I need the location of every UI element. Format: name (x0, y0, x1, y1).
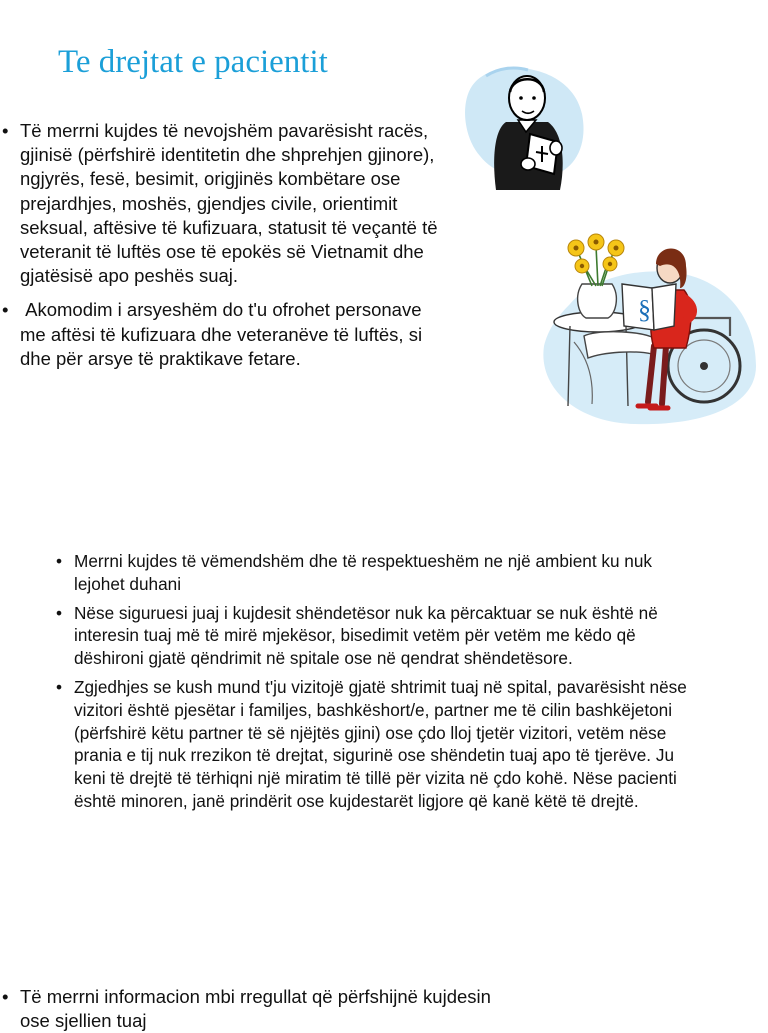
rights-list-1 (2, 119, 452, 371)
list-item (56, 602, 706, 670)
woman-in-wheelchair-reading-icon (534, 226, 760, 432)
list-item-text: Nëse siguruesi juaj i kujdesit shëndetësor nuk ka përcaktuar se nuk është në interesin tuaj më të mirë mjekësor, bisedimit vetëm për vetëm me këdo që dëshironi gjatë qëndrimit në spitale ose në qendrat shëndetësore. (74, 602, 658, 669)
list-item (56, 550, 706, 596)
list-item (2, 298, 452, 371)
bullet-icon: • (56, 602, 63, 623)
bullet-icon: • (56, 551, 63, 571)
list-item-text: Merrni kujdes të vëmendshëm dhe të respektueshëm ne një ambient ku nuk lejohet duhani (74, 551, 653, 594)
svg-text:§: § (638, 295, 651, 324)
bullet-icon: • (56, 676, 63, 697)
bullet-icon: • (2, 299, 9, 321)
list-item-text: Zgjedhjes se kush mund t'ju vizitojë gjatë shtrimit tuaj në spital, pavarësisht nëse vizitori është pjesëtar i familjes, bashkëshort/e, partner me të cilin bashkëjetoni (përfshirë këtu partner të së njëjtës gjini) ose çdo lloj tjetër vizitori, vetëm nëse prania e tij nuk rrezikon të drejtat, sigurinë ose shëndetin tuaj apo të tjerëve. Ju keni të drejtë të tërhiqni një miratim të tillë për vizita në çdo kohë. Nëse pacienti është minoren, janë prindërit ose kujdestarët ligjore që kanë këtë të drejtë. (74, 676, 687, 811)
list-item (2, 985, 502, 1033)
man-reading-book-icon (458, 56, 590, 198)
list-item-text: Të merrni kujdes të nevojshëm pavarësisht racës, gjinisë (përfshirë identitetin dhe shprehjen gjinore), ngjyrës, fesë, besimit, origjinës kombëtare ose prejardhjes, moshës, gjendjes civile, orientimit seksual, aftësive të kufizuara, statusit të veçantë të veteranit të luftës ose të epokës së Vietnamit dhe gjatësisë apo peshës suaj. (20, 120, 438, 287)
list-item (56, 676, 706, 813)
list-item (2, 119, 452, 288)
rights-list-2 (56, 550, 706, 813)
bullet-icon: • (2, 986, 9, 1007)
list-item-text: Akomodim i arsyeshëm do t'u ofrohet personave me aftësi të kufizuara dhe veteranëve të luftës, si dhe për arsye të praktikave fetare. (20, 299, 428, 369)
list-item-text: Të merrni informacion mbi rregullat që përfshijnë kujdesin ose sjellien tuaj (20, 986, 491, 1032)
rights-list-3 (2, 985, 502, 1033)
bullet-icon: • (2, 120, 9, 141)
page-title: Te drejtat e pacientit (58, 44, 328, 80)
